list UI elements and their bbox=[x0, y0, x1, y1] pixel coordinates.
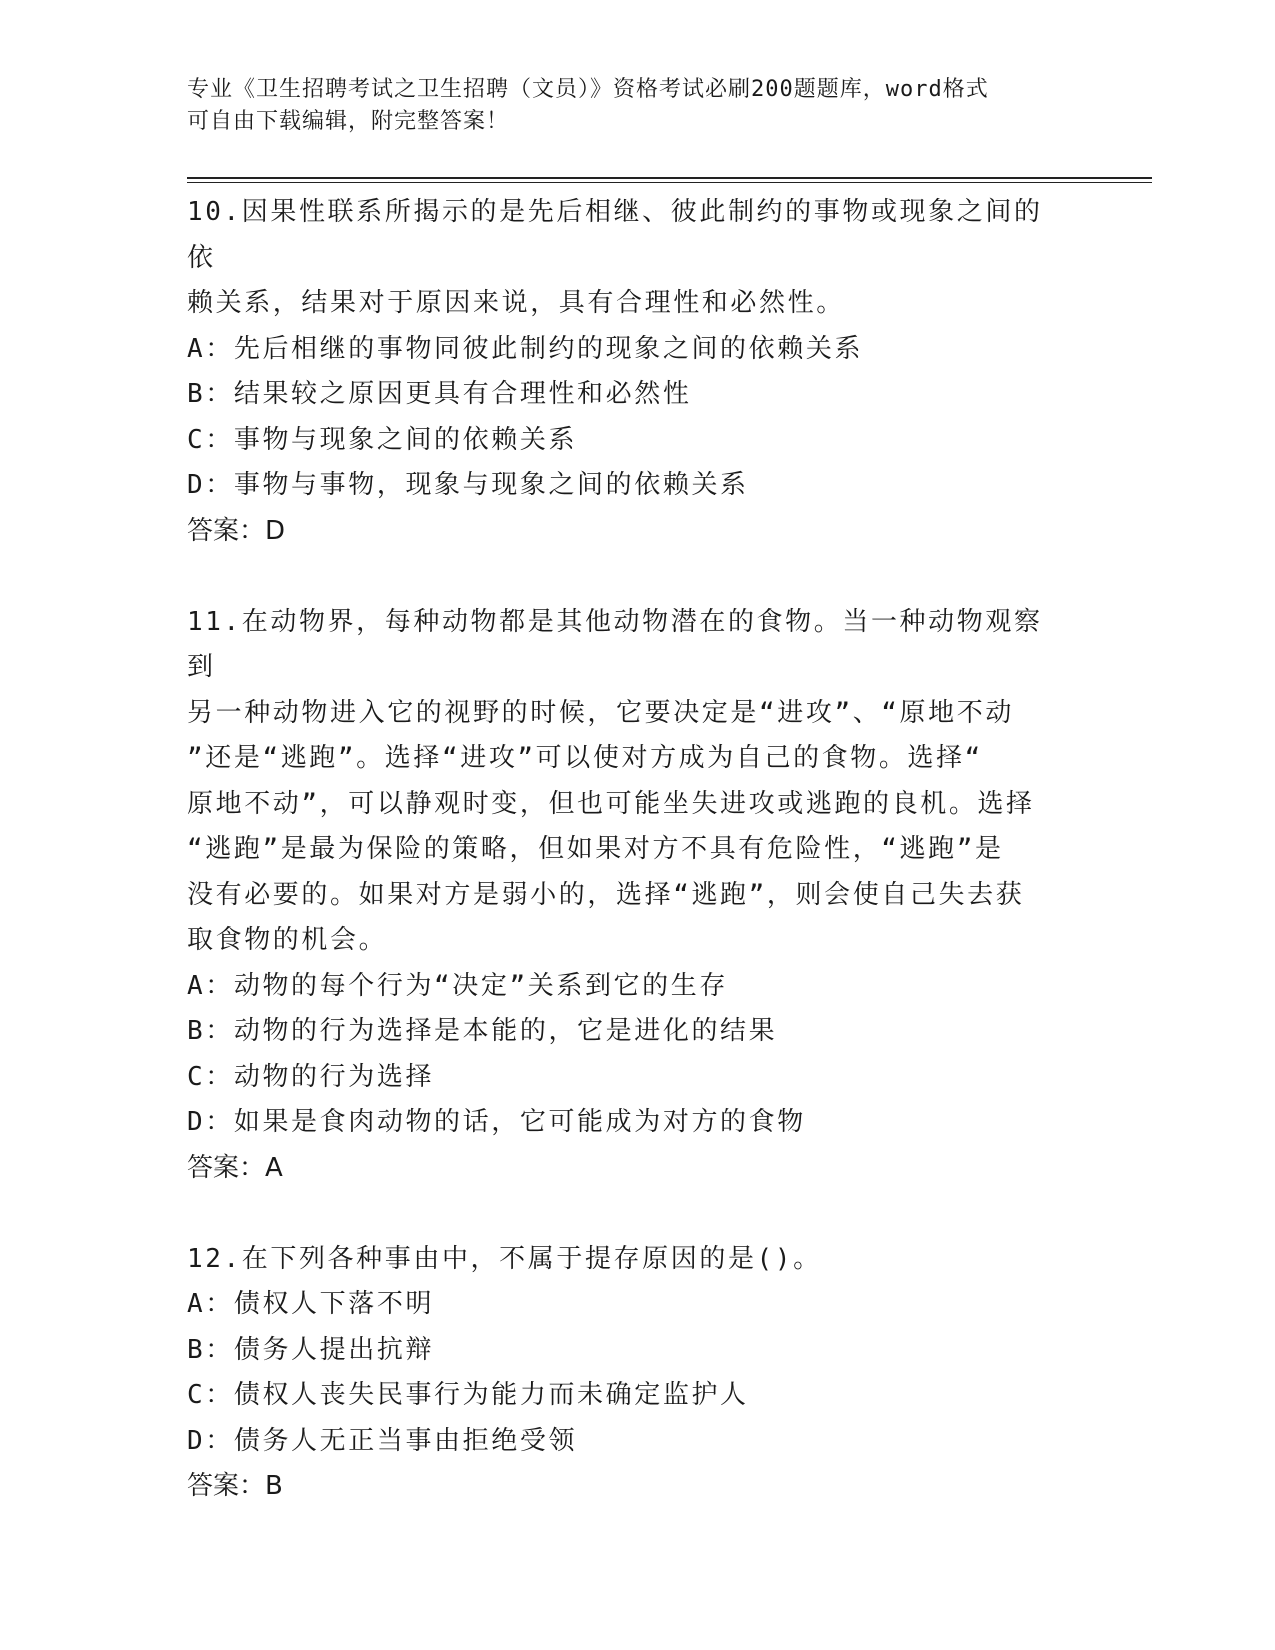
question-stem-line: 赖关系，结果对于原因来说，具有合理性和必然性。 bbox=[187, 288, 845, 318]
answer: 答案：B bbox=[187, 1471, 283, 1501]
question-stem-line: ”还是“逃跑”。选择“进攻”可以使对方成为自己的食物。选择“ bbox=[187, 743, 983, 773]
option-b: B：结果较之原因更具有合理性和必然性 bbox=[187, 379, 692, 409]
document-header bbox=[187, 74, 1067, 138]
question-stem-line: “逃跑”是最为保险的策略，但如果对方不具有危险性，“逃跑”是 bbox=[187, 834, 1004, 864]
header-line-1: 专业《卫生招聘考试之卫生招聘（文员）》资格考试必刷200题题库，word格式 bbox=[187, 77, 989, 102]
option-b: B：债务人提出抗辩 bbox=[187, 1334, 435, 1365]
question-10 bbox=[187, 190, 1067, 554]
question-stem-line: 另一种动物进入它的视野的时候，它要决定是“进攻”、“原地不动 bbox=[187, 697, 1014, 728]
option-a: A：先后相继的事物同彼此制约的现象之间的依赖关系 bbox=[187, 333, 864, 364]
question-spacer bbox=[187, 554, 1067, 600]
option-a: A：动物的每个行为“决定”关系到它的生存 bbox=[187, 970, 728, 1001]
option-d: D：债务人无正当事由拒绝受领 bbox=[187, 1425, 578, 1456]
question-spacer bbox=[187, 1191, 1067, 1237]
question-stem-line: 取食物的机会。 bbox=[187, 925, 388, 955]
header-divider-thin bbox=[187, 182, 1152, 183]
header-divider-thick bbox=[187, 177, 1152, 179]
option-d: D：如果是食肉动物的话，它可能成为对方的食物 bbox=[187, 1107, 806, 1137]
option-c: C：事物与现象之间的依赖关系 bbox=[187, 424, 578, 455]
question-stem-line: 10.因果性联系所揭示的是先后相继、彼此制约的事物或现象之间的依 bbox=[187, 197, 1043, 273]
answer: 答案：D bbox=[187, 515, 286, 546]
header-line-2: 可自由下载编辑，附完整答案！ bbox=[187, 109, 510, 134]
question-stem-line: 11.在动物界，每种动物都是其他动物潜在的食物。当一种动物观察到 bbox=[187, 606, 1043, 682]
option-b: B：动物的行为选择是本能的，它是进化的结果 bbox=[187, 1016, 778, 1046]
answer: 答案：A bbox=[187, 1152, 283, 1183]
question-list bbox=[187, 190, 1067, 1510]
question-stem-line: 12.在下列各种事由中，不属于提存原因的是()。 bbox=[187, 1243, 822, 1274]
question-12 bbox=[187, 1237, 1067, 1510]
option-c: C：债权人丧失民事行为能力而未确定监护人 bbox=[187, 1380, 749, 1410]
question-stem-line: 原地不动”，可以静观时变，但也可能坐失进攻或逃跑的良机。选择 bbox=[187, 788, 1035, 819]
option-a: A：债权人下落不明 bbox=[187, 1289, 435, 1319]
option-d: D：事物与事物，现象与现象之间的依赖关系 bbox=[187, 470, 749, 500]
option-c: C：动物的行为选择 bbox=[187, 1061, 435, 1092]
question-stem-line: 没有必要的。如果对方是弱小的，选择“逃跑”，则会使自己失去获 bbox=[187, 879, 1025, 910]
question-11 bbox=[187, 600, 1067, 1192]
